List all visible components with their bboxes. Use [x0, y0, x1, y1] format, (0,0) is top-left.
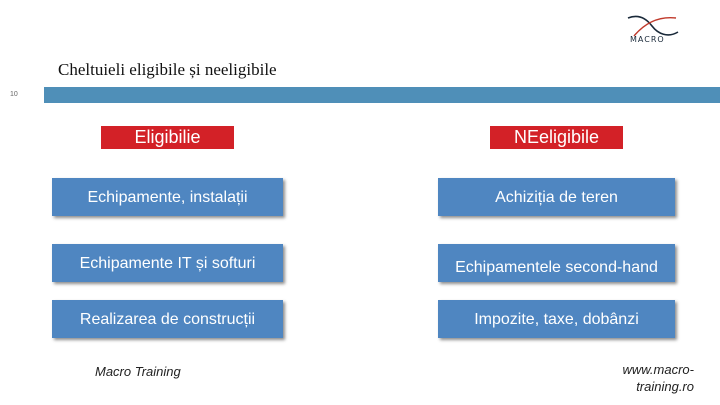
- footer-website: www.macro-training.ro: [622, 362, 694, 394]
- eligible-item: [52, 178, 283, 216]
- ineligible-item: [438, 244, 675, 282]
- slide-number: 10: [10, 91, 18, 98]
- eligible-item-label: Realizarea de construcții: [79, 310, 256, 328]
- ineligible-item: [438, 300, 675, 338]
- eligible-item-label: Echipamente IT și softuri: [79, 254, 256, 272]
- eligible-heading: Eligibilie: [101, 126, 234, 149]
- logo-text: MACRO: [630, 35, 665, 44]
- ineligible-item-label: Echipamentele second-hand: [455, 258, 658, 276]
- ineligible-item-label: Achiziția de teren: [495, 188, 618, 206]
- eligible-item-label: Echipamente, instalații: [87, 188, 248, 206]
- ineligible-item-label: Impozite, taxe, dobânzi: [474, 310, 639, 328]
- ineligible-item: [438, 178, 675, 216]
- eligible-item: [52, 244, 283, 282]
- ineligible-heading: NEeligibile: [490, 126, 623, 149]
- eligible-item: [52, 300, 283, 338]
- footer-brand: Macro Training: [95, 364, 181, 379]
- slide-title: Cheltuieli eligibile și neeligibile: [58, 60, 277, 79]
- accent-bar: [44, 87, 720, 103]
